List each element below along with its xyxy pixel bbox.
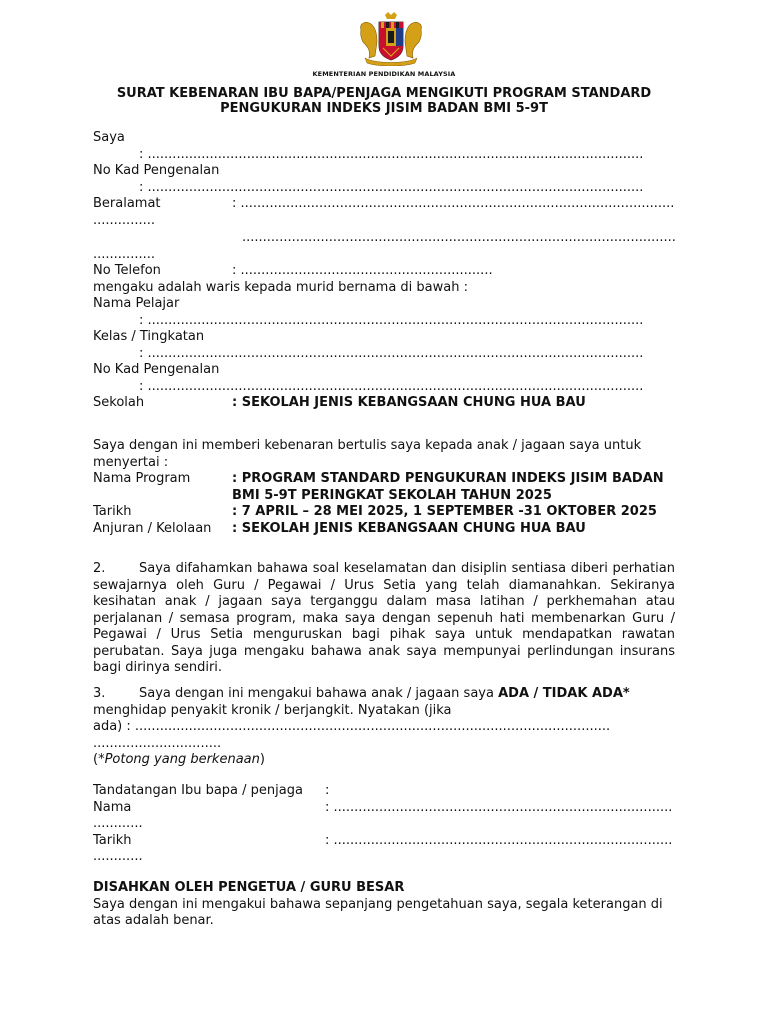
phone-field[interactable]: : ............................................................. xyxy=(232,263,493,278)
signer-date-label: Tarikh xyxy=(93,832,132,848)
clause-3-number: 3. xyxy=(93,686,106,701)
coat-of-arms-icon xyxy=(355,12,427,66)
student-name-field[interactable]: : ........................................................................................................................ xyxy=(139,312,644,328)
verification-section xyxy=(93,880,675,930)
student-name-label: Nama Pelajar xyxy=(93,296,180,311)
signer-name-field[interactable]: : .................................................................................. xyxy=(325,799,673,815)
organizer-value: : SEKOLAH JENIS KEBANGSAAN CHUNG HUA BAU xyxy=(232,520,586,536)
illness-field[interactable]: ada) : ................................................................................................................... xyxy=(93,719,611,734)
permission-intro-1: Saya dengan ini memberi kebenaran bertulis saya kepada anak / jagaan saya untuk xyxy=(93,438,642,453)
parent-ic-field[interactable]: : ........................................................................................................................ xyxy=(139,179,644,195)
address-label: Beralamat xyxy=(93,196,161,211)
title-line-1: SURAT KEBENARAN IBU BAPA/PENJAGA MENGIKUTI PROGRAM STANDARD xyxy=(116,86,652,101)
note-close: ) xyxy=(259,752,265,767)
ada-tidak-ada-option[interactable]: ADA / TIDAK ADA* xyxy=(498,686,630,701)
title-line-2: PENGUKURAN INDEKS JISIM BADAN BMI 5-9T xyxy=(220,101,548,116)
verification-heading: DISAHKAN OLEH PENGETUA / GURU BESAR xyxy=(93,880,405,895)
parent-details xyxy=(93,130,675,412)
document-title xyxy=(60,86,708,116)
class-label: Kelas / Tingkatan xyxy=(93,329,205,344)
address-field-1[interactable]: : ......................................................................................................... xyxy=(232,196,675,211)
signature-label: Tandatangan Ibu bapa / penjaga xyxy=(93,783,303,798)
organizer-label: Anjuran / Kelolaan xyxy=(93,520,212,536)
signer-date-wrap: ............ xyxy=(93,849,143,864)
parent-ic-label: No Kad Pengenalan xyxy=(93,163,220,178)
signature-section xyxy=(93,783,675,866)
program-date-value: : 7 APRIL – 28 MEI 2025, 1 SEPTEMBER -31 OKTOBER 2025 xyxy=(232,504,657,519)
program-date-label: Tarikh xyxy=(93,504,132,519)
phone-label: No Telefon xyxy=(93,263,161,278)
address-wrap-2: ............... xyxy=(93,246,155,262)
program-value-2: BMI 5-9T PERINGKAT SEKOLAH TAHUN 2025 xyxy=(232,487,552,503)
verification-line-1: Saya dengan ini mengakui bahawa sepanjang pengetahuan saya, segala keterangan di xyxy=(93,896,663,912)
clause-3 xyxy=(93,686,675,769)
class-field[interactable]: : ........................................................................................................................ xyxy=(139,345,644,361)
signer-name-label: Nama xyxy=(93,799,132,815)
signature-field[interactable]: : xyxy=(325,783,330,798)
address-wrap-1: ............... xyxy=(93,212,155,228)
signer-date-field[interactable]: : .................................................................................. xyxy=(325,832,673,848)
saya-field[interactable]: : ........................................................................................................................ xyxy=(139,146,644,162)
ministry-name: KEMENTERIAN PENDIDIKAN MALAYSIA xyxy=(312,70,456,78)
ward-statement: mengaku adalah waris kepada murid bernama di bawah : xyxy=(93,279,468,295)
note-open: ( xyxy=(93,752,99,767)
address-field-2[interactable]: ......................................................................................................... xyxy=(242,230,676,245)
clause-2-text: Saya difahamkan bahawa soal keselamatan dan disiplin sentiasa diberi perhatian sewajarnya oleh Guru / Pegawai / Urus Setia yang telah diamanahkan. Sekiranya kesihatan anak / jagaan saya terganggu dalam masa latihan / perkhemahan atau perjalanan / semasa program, maka saya dengan sepenuh hati membenarkan Guru / Pegawai / Urus Setia menguruskan bagi pihak saya untuk mendapatkan rawatan perubatan. Saya juga mengaku bahawa anak saya mempunyai perlindungan insurans bagi dirinya sendiri. xyxy=(93,561,675,675)
school-label: Sekolah xyxy=(93,395,145,410)
illness-field-wrap: ............................... xyxy=(93,735,222,751)
permission-intro-2: menyertai : xyxy=(93,454,169,470)
clause-3-text: Saya dengan ini mengakui bahawa anak / jagaan saya xyxy=(139,686,499,701)
clause-2-number: 2. xyxy=(93,561,106,576)
student-ic-field[interactable]: : ........................................................................................................................ xyxy=(139,378,644,394)
program-value-1: : PROGRAM STANDARD PENGUKURAN INDEKS JISIM BADAN xyxy=(232,471,664,486)
permission-section xyxy=(93,438,675,537)
saya-label: Saya xyxy=(93,130,125,145)
clause-2 xyxy=(93,561,675,677)
clause-3-line-2: menghidap penyakit kronik / berjangkit. Nyatakan (jika xyxy=(93,702,452,718)
school-value: : SEKOLAH JENIS KEBANGSAAN CHUNG HUA BAU xyxy=(232,395,586,410)
signer-name-wrap: ............ xyxy=(93,816,143,831)
program-label: Nama Program xyxy=(93,471,191,486)
student-ic-label: No Kad Pengenalan xyxy=(93,362,220,377)
verification-line-2: atas adalah benar. xyxy=(93,913,214,928)
strike-note: *Potong yang berkenaan xyxy=(98,752,260,767)
